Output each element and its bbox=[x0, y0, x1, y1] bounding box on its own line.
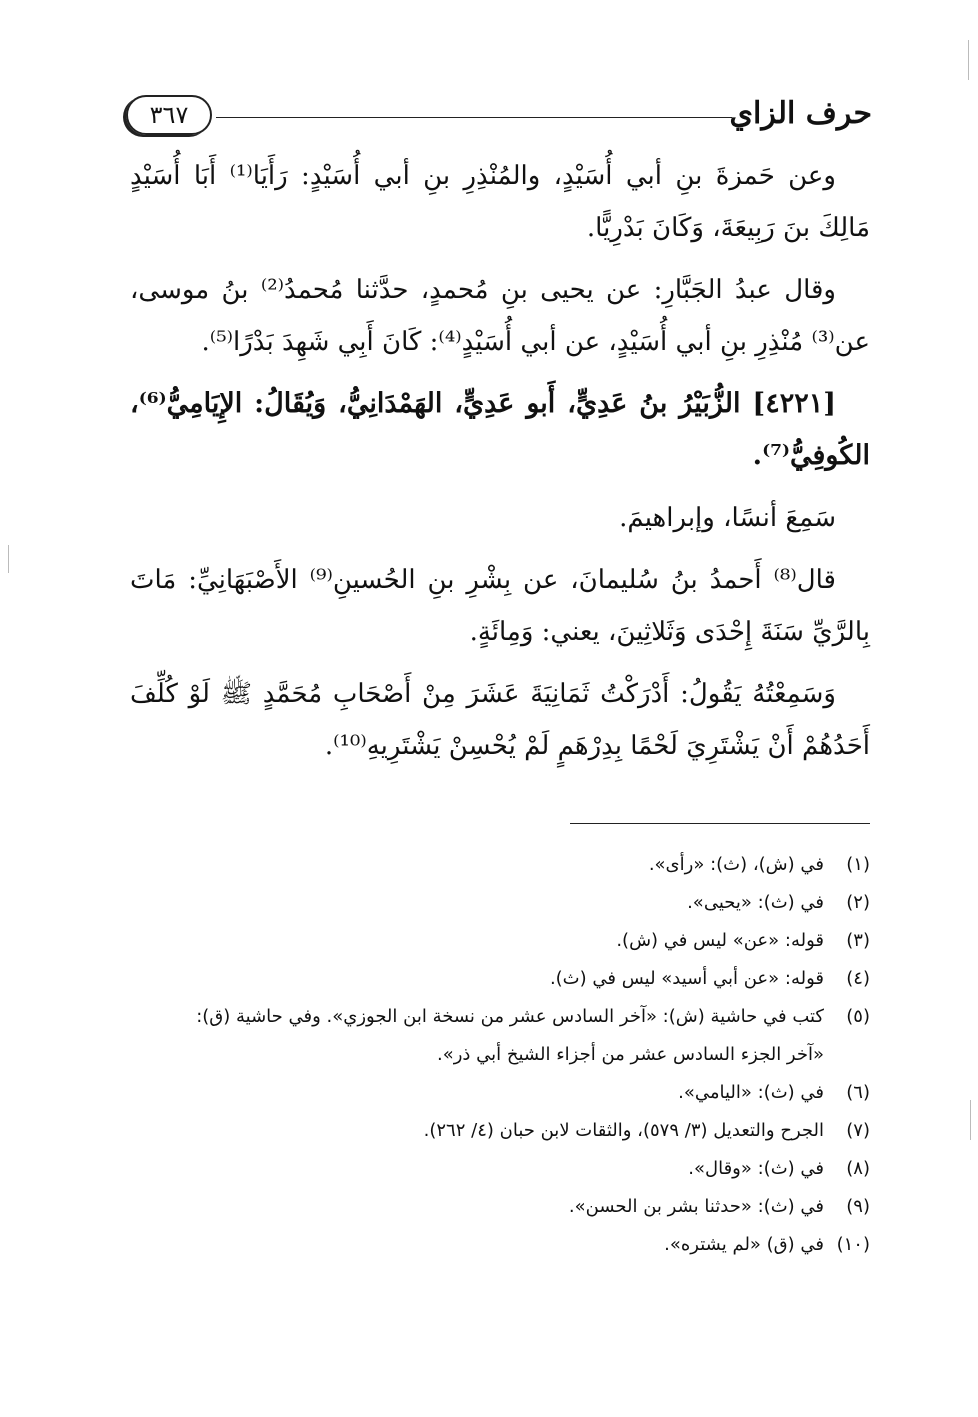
footnote-number: (١) bbox=[846, 854, 870, 875]
page-header bbox=[118, 92, 872, 142]
footnote bbox=[130, 1226, 870, 1264]
footnote-text: في (ث): «حدثنا بشر بن الحسن». bbox=[568, 1196, 824, 1217]
paragraph-abd-al-jabbar: وقال عبدُ الجَبَّارِ: عن يحيى بنِ مُحمدٍ، حدَّثنا مُحمدُ⁽²⁾ بنُ موسى، عن⁽³⁾ مُنْذِرِ بنِ أبي أُسَيْدٍ، عن أبي أُسَيْدٍ⁽⁴⁾: كَانَ أَبِي شَهِدَ بَدْرًا⁽⁵⁾. bbox=[130, 275, 870, 357]
footnote-number: (٦) bbox=[846, 1082, 870, 1103]
paragraph-companions: وَسَمِعْتُهُ يَقُولُ: أَدْرَكْتُ ثَمَانِيَةَ عَشَرَ مِنْ أَصْحَابِ مُحَمَّدٍ ﷺ لَوْ كُلِّفَ أَحَدُهُمْ أَنْ يَشْتَرِيَ لَحْمًا بِدِرْهَمٍ لَمْ يُحْسِنْ يَشْتَرِيهِ⁽¹⁰⁾. bbox=[130, 679, 870, 761]
footnote-text: في (ث): «اليامي». bbox=[678, 1082, 824, 1103]
footnote-separator bbox=[570, 823, 870, 824]
footnote bbox=[130, 1074, 870, 1112]
paragraph-hamza: وعن حَمزةَ بنِ أبي أُسَيْدٍ، والمُنْذِرِ بنِ أبي أُسَيْدٍ: رَأَيَا⁽¹⁾ أَبَا أُسَيْدٍ مَالِكَ بنَ رَبِيعَةَ، وَكَانَ بَدْرِيًّا. bbox=[130, 161, 870, 243]
footnote-number: (٩) bbox=[846, 1196, 870, 1217]
footnote bbox=[130, 1112, 870, 1150]
paragraph-sami: سَمِعَ أنسًا، وإبراهيمَ. bbox=[619, 503, 836, 533]
footnote-text: كتب في حاشية (ش): «آخر السادس عشر من نسخة ابن الجوزي». وفي حاشية (ق): bbox=[196, 1006, 824, 1027]
footnote-number: (٣) bbox=[846, 930, 870, 951]
main-text bbox=[130, 150, 870, 782]
footnote bbox=[130, 846, 870, 884]
scan-margin-mark bbox=[970, 1100, 971, 1140]
scan-margin-mark bbox=[968, 40, 969, 80]
footnote-text: الجرح والتعديل (٣/ ٥٧٩)، والثقات لابن حبان (٤/ ٢٦٢). bbox=[423, 1120, 824, 1141]
footnote-number: (٨) bbox=[846, 1158, 870, 1179]
footnote-number: (٧) bbox=[846, 1120, 870, 1141]
footnote-text: في (ث): «يحيى». bbox=[687, 892, 824, 913]
paragraph-death: قال⁽⁸⁾ أَحمدُ بنُ سُليمانَ، عن بِشْرِ بنِ الحُسينِ⁽⁹⁾ الأَصْبَهَانِيِّ: مَاتَ بِالرَّيِّ سَنَةَ إِحْدَى وَثَلاثِينَ، يعني: وَمِائَةٍ. bbox=[130, 565, 870, 647]
footnote-text: في (ق) «لم يشتره». bbox=[664, 1234, 824, 1255]
footnote-text: في (ش)، (ث): «رأى». bbox=[648, 854, 824, 875]
entry-heading-4221: [٤٢٢١] الزُّبَيْرُ بنُ عَدِيٍّ، أَبو عَدِيٍّ، الهَمْدَانِيُّ، وَيُقَالُ: الإِيَامِيُّ⁽⁶⁾، الكُوفِيُّ⁽⁷⁾. bbox=[130, 388, 870, 471]
footnote-text: قوله: «عن أبي أسيد» ليس في (ث). bbox=[549, 968, 824, 989]
footnote bbox=[130, 1150, 870, 1188]
footnote-continuation: «آخر الجزء السادس عشر من أجزاء الشيخ أبي ذر». bbox=[436, 1044, 824, 1065]
running-head: حرف الزاي bbox=[729, 96, 872, 131]
footnote bbox=[130, 884, 870, 922]
footnote-number: (٥) bbox=[846, 1006, 870, 1027]
footnote-text: في (ث): «وقال». bbox=[688, 1158, 824, 1179]
footnote bbox=[130, 960, 870, 998]
scan-margin-mark bbox=[8, 545, 9, 573]
header-rule bbox=[216, 117, 732, 118]
footnote-number: (١٠) bbox=[836, 1234, 870, 1255]
page-number: ٣٦٧ bbox=[126, 95, 212, 135]
footnote bbox=[130, 1188, 870, 1226]
footnote-number: (٢) bbox=[846, 892, 870, 913]
footnote-number: (٤) bbox=[846, 968, 870, 989]
footnote bbox=[130, 998, 870, 1036]
footnote bbox=[130, 922, 870, 960]
footnote-text: قوله: «عن» ليس في (ش). bbox=[616, 930, 824, 951]
footnotes bbox=[130, 846, 870, 1264]
